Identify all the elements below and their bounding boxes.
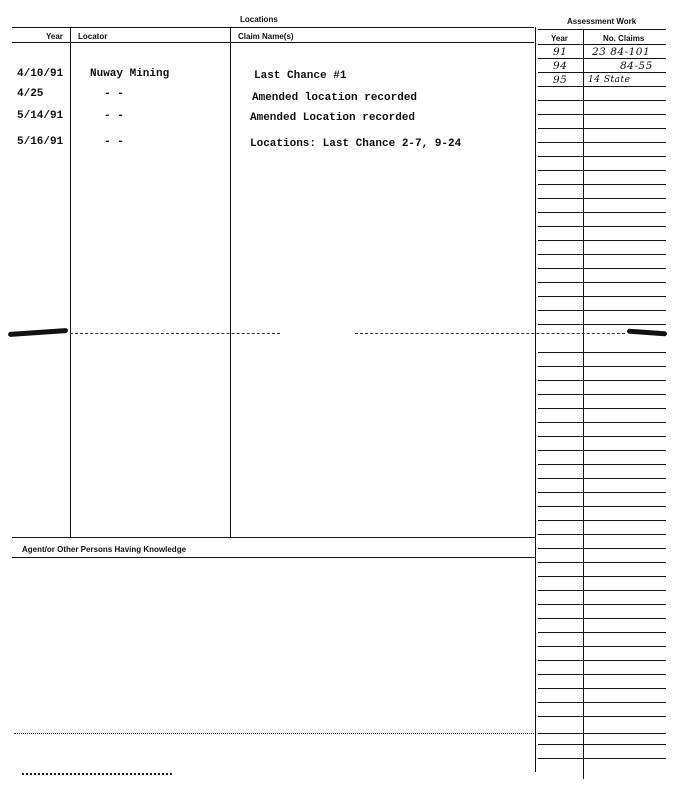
entry-1-claim: Last Chance #1 [254,70,347,82]
entry-3-year: 5/14/91 [17,110,64,122]
fold-line-right [355,333,625,334]
entry-2-claim: Amended location recorded [252,92,418,104]
entry-1-locator: Nuway Mining [90,68,170,80]
claim-names-column-header: Claim Name(s) [238,32,294,41]
entry-4-claim: Locations: Last Chance 2-7, 9-24 [250,138,462,150]
aw-entry-3-claims: 14 State [588,75,631,85]
aw-entry-2-year: 94 [553,60,568,72]
bottom-right-rule [538,733,666,734]
aw-entry-1-year: 91 [553,46,568,58]
assessment-work-header: Assessment Work [567,17,637,26]
locations-header: Locations [240,15,278,24]
entry-4-locator: - - [104,136,124,148]
locations-right-border [535,27,536,772]
top-rule [12,27,534,28]
claim-divider [230,27,231,537]
header-bottom-rule [12,42,534,43]
agent-section-rule [12,557,535,558]
entry-1-year: 4/10/91 [17,68,64,80]
fold-line [70,333,280,334]
locator-column-header: Locator [78,32,108,41]
entry-2-year: 4/25 [17,88,44,100]
entry-4-year: 5/16/91 [17,136,64,148]
entry-2-locator: - - [104,88,124,100]
entry-3-locator: - - [104,110,124,122]
aw-entry-1-claims: 23 84-101 [592,46,651,58]
assessment-ruled-rows [538,0,666,805]
entry-3-claim: Amended Location recorded [250,112,416,124]
left-fold-smudge [8,328,68,337]
locations-bottom-rule [12,537,535,538]
bottom-scan-mark [22,773,172,775]
agent-section-label: Agent/or Other Persons Having Knowledge [22,545,187,554]
aw-year-column-header: Year [551,34,568,43]
aw-entry-2-claims: 84-55 [620,60,653,72]
year-column-header: Year [46,32,63,41]
aw-entry-3-year: 95 [553,74,568,86]
aw-no-claims-column-header: No. Claims [603,34,645,43]
locator-divider [70,27,71,537]
bottom-fold-line [14,733,534,734]
